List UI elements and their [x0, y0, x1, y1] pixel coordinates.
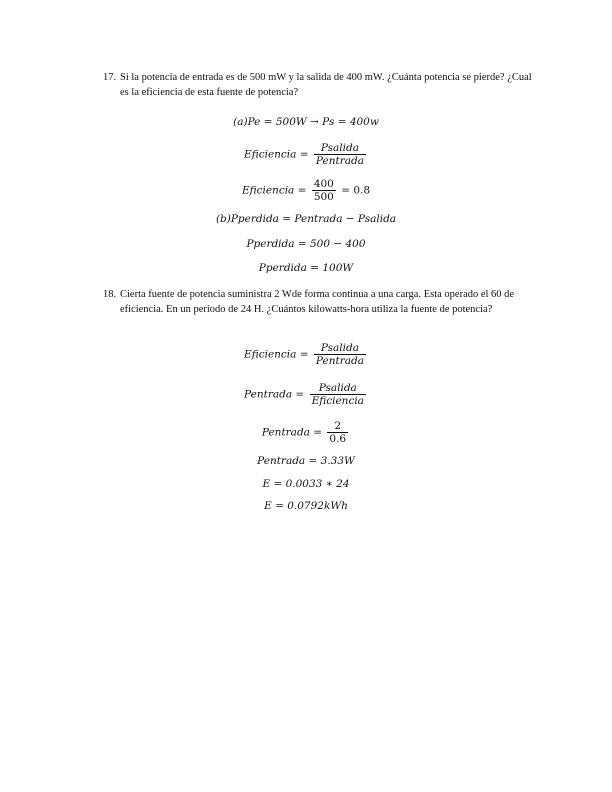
equation-text: E = 0.0792kWh	[264, 500, 348, 512]
equation-power-loss-substitution	[0, 238, 612, 250]
problem-number: 18.	[103, 289, 117, 300]
equation-text: (a)Pe = 500W → Ps = 400w	[233, 116, 379, 128]
equation-lhs: Eficiencia =	[244, 348, 309, 361]
fraction	[310, 382, 366, 407]
fraction	[327, 420, 348, 445]
equation-rhs: = 0.8	[341, 184, 371, 197]
problem-text: Cierta fuente de potencia suministra 2 Wde forma continua a una carga. Esta operado el 60 de eficiencia. En un periodo de 24 H. ¿Cuántos kilowatts-hora utiliza la fuente de potencia?	[120, 289, 515, 315]
problem-18-statement	[103, 287, 533, 317]
fraction	[312, 178, 336, 203]
problem-number: 17.	[103, 72, 117, 83]
fraction-numerator: 2	[327, 420, 348, 433]
fraction	[314, 142, 366, 167]
fraction-denominator: Pentrada	[315, 355, 364, 367]
equation-lhs: Eficiencia =	[241, 184, 307, 197]
equation-efficiency-value	[0, 178, 612, 203]
fraction-denominator: 500	[313, 191, 334, 203]
fraction-numerator: Psalida	[314, 342, 366, 355]
fraction-denominator: 0.6	[329, 433, 347, 445]
fraction-numerator: 400	[313, 178, 334, 190]
equation-lhs: Eficiencia =	[244, 148, 309, 161]
equation-efficiency-formula	[0, 142, 612, 167]
equation-power-values	[0, 116, 612, 128]
equation-text: Pperdida = 100W	[258, 262, 354, 274]
equation-text: E = 0.0033 ∗ 24	[262, 478, 350, 490]
equation-power-loss-result	[0, 262, 612, 274]
equation-text: (b)Pperdida = Pentrada − Psalida	[215, 213, 397, 225]
fraction-numerator: Psalida	[310, 382, 366, 395]
equation-input-power-formula	[0, 382, 612, 407]
equation-power-loss-formula	[0, 213, 612, 225]
equation-energy-result	[0, 500, 612, 512]
equation-lhs: Pentrada =	[261, 426, 323, 439]
equation-text: Pentrada = 3.33W	[257, 455, 355, 467]
equation-text: Pperdida = 500 − 400	[246, 238, 366, 250]
equation-efficiency-formula	[0, 342, 612, 367]
fraction-denominator: Eficiencia	[311, 395, 364, 407]
fraction-numerator: Psalida	[314, 142, 366, 155]
equation-lhs: Pentrada =	[244, 388, 305, 401]
fraction-denominator: Pentrada	[315, 155, 364, 167]
fraction	[314, 342, 366, 367]
equation-input-power-substitution	[0, 420, 612, 445]
equation-input-power-result	[0, 455, 612, 467]
problem-text: Si la potencia de entrada es de 500 mW y la salida de 400 mW. ¿Cuánta potencia se pierde? ¿Cual es la eficiencia de esta fuente de potencia?	[120, 72, 532, 98]
problem-17-statement	[103, 70, 533, 100]
equation-energy-formula	[0, 478, 612, 490]
